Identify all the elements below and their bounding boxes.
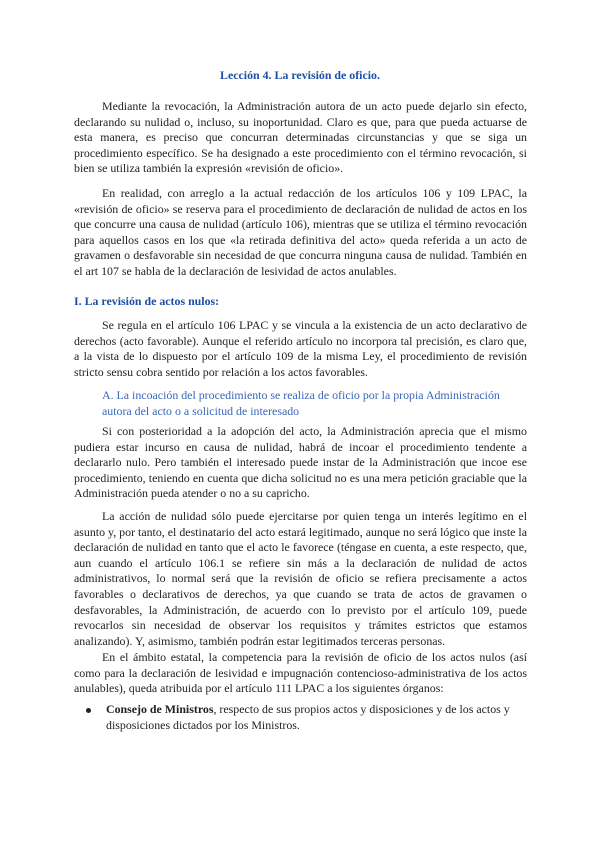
paragraph-action: La acción de nulidad sólo puede ejercitarse por quien tenga un interés legítimo en el asunto y, por tanto, el destinatario del acto estará legitimado, aunque no será lógico que inste la declaración de nulidad en tanto que el acto le favorece (téngase en cuenta, a este respecto, que, aun cuando el artículo 106.1 se refiere sin más a la declaración de nulidad de actos administrativos, lo normal será que la revisión de oficio se refiera precisamente a actos favorables o declarativos de derechos, ya que cuando se trata de actos de gravamen o desfavorables, la Administración, de acuerdo con lo previsto por el artículo 109, puede revocarlos sin necesidad de observar los requisitos y trámites estrictos que estamos analizando). Y, asimismo, también podrán estar legitimados terceras personas. <box>74 509 527 648</box>
paragraph-competence: En el ámbito estatal, la competencia para la revisión de oficio de los actos nulos (así como para la declaración de lesividad e impugnación contencioso-administrativa de los actos anulables), queda atribuida por el artículo 111 LPAC a los siguientes órganos: <box>74 650 527 696</box>
paragraph-incoation: Si con posterioridad a la adopción del acto, la Administración aprecia que el mismo pudiera estar incurso en causa de nulidad, habrá de incoar el procedimiento tendente a declararlo nulo. Pero también el interesado puede instar de la Administración que incoe ese procedimiento, teniendo en cuenta que dicha solicitud no es una mera petición graciable que la Administración pueda atender o no a su capricho. <box>74 424 527 501</box>
paragraph-revocation: Mediante la revocación, la Administración autora de un acto puede dejarlo sin efecto, declarando su nulidad o, incluso, su inoportunidad. Claro es que, para que pueda actuarse de esta manera, es preciso que concurran determinadas circunstancias y que se siga un procedimiento específico. Se ha designado a este procedimiento con el término revocación, si bien se utiliza también la expresión «revisión de oficio». <box>74 99 527 176</box>
list-item-text <box>106 702 531 733</box>
list-item-description: , respecto de sus propios actos y disposiciones y de los actos y disposiciones dictados por los Ministros. <box>106 702 510 732</box>
list-item-term: Consejo de Ministros <box>106 702 214 716</box>
subsection-heading: A. La incoación del procedimiento se realiza de oficio por la propia Administración autora del acto o a solicitud de interesado <box>102 388 500 418</box>
section-heading: I. La revisión de actos nulos: <box>74 294 220 308</box>
paragraph-regulation: Se regula en el artículo 106 LPAC y se vincula a la existencia de un acto declarativo de derechos (acto favorable). Aunque el referido artículo no incorpora tal precisión, es claro que, a la vista de lo dispuesto por el artículo 109 de la misma Ley, el procedimiento de revisión stricto sensu cobra sentido por relación a los actos favorables. <box>74 318 527 379</box>
lesson-title: Lección 4. La revisión de oficio. <box>220 68 380 82</box>
paragraph-articles: En realidad, con arreglo a la actual redacción de los artículos 106 y 109 LPAC, la «revisión de oficio» se reserva para el procedimiento de declaración de nulidad de actos en los que concurre una causa de nulidad (artículo 106), mientras que se utiliza el término revocación para aquellos casos en los que «la retirada definitiva del acto» queda referida a un acto de gravamen o desfavorable sin necesidad de que concurra ninguna causa de nulidad. También en el art 107 se habla de la declaración de lesividad de actos anulables. <box>74 186 527 278</box>
bullet-icon <box>86 708 91 713</box>
